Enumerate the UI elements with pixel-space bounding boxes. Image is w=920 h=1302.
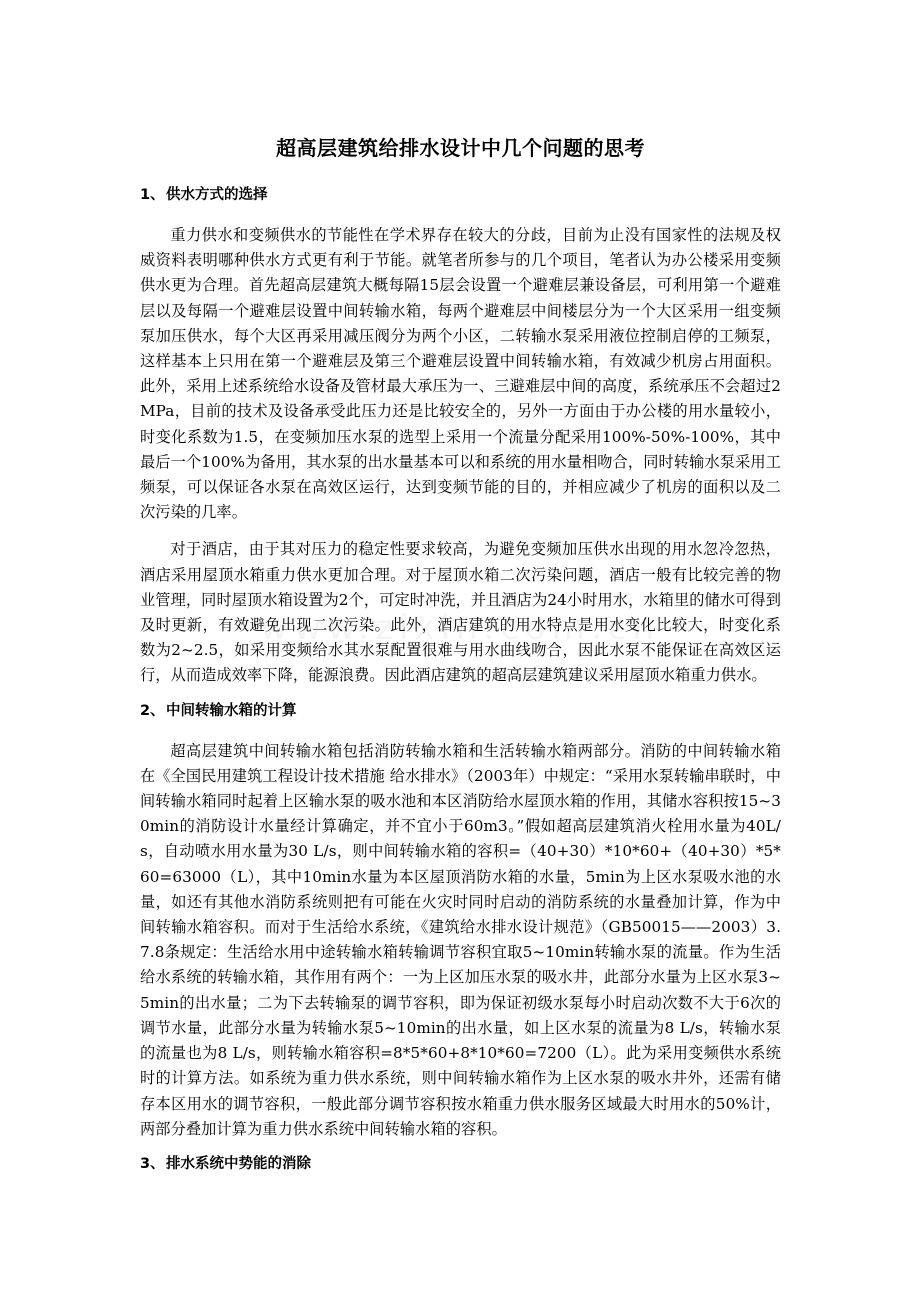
paragraph: 超高层建筑中间转输水箱包括消防转输水箱和生活转输水箱两部分。消防的中间转输水箱在《全国民用建筑工程设计技术措施 给水排水》（2003年）中规定：“采用水泵转输串联时，中间转输水箱同时起着上区输水泵的吸水池和本区消防给水屋顶水箱的作用，其储水容积按15~30min的消防设计水量经计算确定，并不宜小于60m3。”假如超高层建筑消火栓用水量为40L/s，自动喷水用水量为30 L/s，则中间转输水箱的容积=（40+30）*10*60+（40+30）*5*60=63000（L），其中10min水量为本区屋顶消防水箱的水量，5min为上区水泵吸水池的水量，如还有其他水消防系统则把有可能在火灾时同时启动的消防系统的水量叠加计算，作为中间转输水箱容积。而对于生活给水系统，《建筑给水排水设计规范》（GB50015——2003）3.7.8条规定：生活给水用中途转输水箱转输调节容积宜取5~10min转输水泵的流量。作为生活给水系统的转输水箱，其作用有两个：一为上区加压水泵的吸水井，此部分水量为上区水泵3~5min的出水量；二为下去转输泵的调节容积，即为保证初级水泵每小时启动次数不大于6次的调节水量，此部分水量为转输水泵5~10min的出水量，如上区水泵的流量为8 L/s，转输水泵的流量也为8 L/s，则转输水箱容积=8*5*60+8*10*60=7200（L）。此为采用变频供水系统时的计算方法。如系统为重力供水系统，则中间转输水箱作为上区水泵的吸水井外，还需有储存本区用水的调节容积，一般此部分调节容积按水箱重力供水服务区域最大时用水的50%计，两部分叠加计算为重力供水系统中间转输水箱的容积。 [140,741,781,1138]
section-heading-text: 中间转输水箱的计算 [166,702,297,719]
paragraph: 对于酒店，由于其对压力的稳定性要求较高，为避免变频加压供水出现的用水忽冷忽热，酒店采用屋顶水箱重力供水更加合理。对于屋顶水箱二次污染问题，酒店一般有比较完善的物业管理，同时屋顶水箱设置为2个，可定时冲洗，并且酒店为24小时用水，水箱里的储水可得到及时更新，有效避免出现二次污染。此外，酒店建筑的用水特点是用水变化比较大，时变化系数为2~2.5，如采用变频给水其水泵配置很难与用水曲线吻合，因此水泵不能保证在高效区运行，从而造成效率下降，能源浪费。因此酒店建筑的超高层建筑建议采用屋顶水箱重力供水。 [140,540,781,685]
section-heading [140,185,781,205]
section-heading [140,1154,781,1174]
section-heading-text: 排水系统中势能的消除 [166,1155,311,1172]
section-2 [140,701,781,1142]
section-number: 2、 [140,702,165,719]
section-3 [140,1154,781,1174]
paragraph: 重力供水和变频供水的节能性在学术界存在较大的分歧，目前为止没有国家性的法规及权威资料表明哪种供水方式更有利于节能。就笔者所参与的几个项目，笔者认为办公楼采用变频供水更为合理。首先超高层建筑大概每隔15层会设置一个避难层兼设备层，可利用第一个避难层以及每隔一个避难层设置中间转输水箱，每两个避难层中间楼层分为一个大区采用一组变频泵加压供水，每个大区再采用减压阀分为两个小区，二转输水泵采用液位控制启停的工频泵，这样基本上只用在第一个避难层及第三个避难层设置中间转输水箱，有效减少机房占用面积。此外，采用上述系统给水设备及管材最大承压为一、三避难层中间的高度，系统承压不会超过2MPa，目前的技术及设备承受此压力还是比较安全的，另外一方面由于办公楼的用水量较小，时变化系数为1.5，在变频加压水泵的选型上采用一个流量分配采用100%-50%-100%，其中最后一个100%为备用，其水泵的出水量基本可以和系统的用水量相吻合，同时转输水泵采用工频泵，可以保证各水泵在高效区运行，达到变频节能的目的，并相应减少了机房的面积以及二次污染的几率。 [140,226,781,522]
section-heading [140,701,781,721]
section-1 [140,185,781,689]
section-number: 3、 [140,1155,165,1172]
document-title: 超高层建筑给排水设计中几个问题的思考 [276,136,645,160]
document-page [140,132,781,1192]
section-heading-text: 供水方式的选择 [166,187,268,203]
section-number: 1、 [140,187,165,203]
